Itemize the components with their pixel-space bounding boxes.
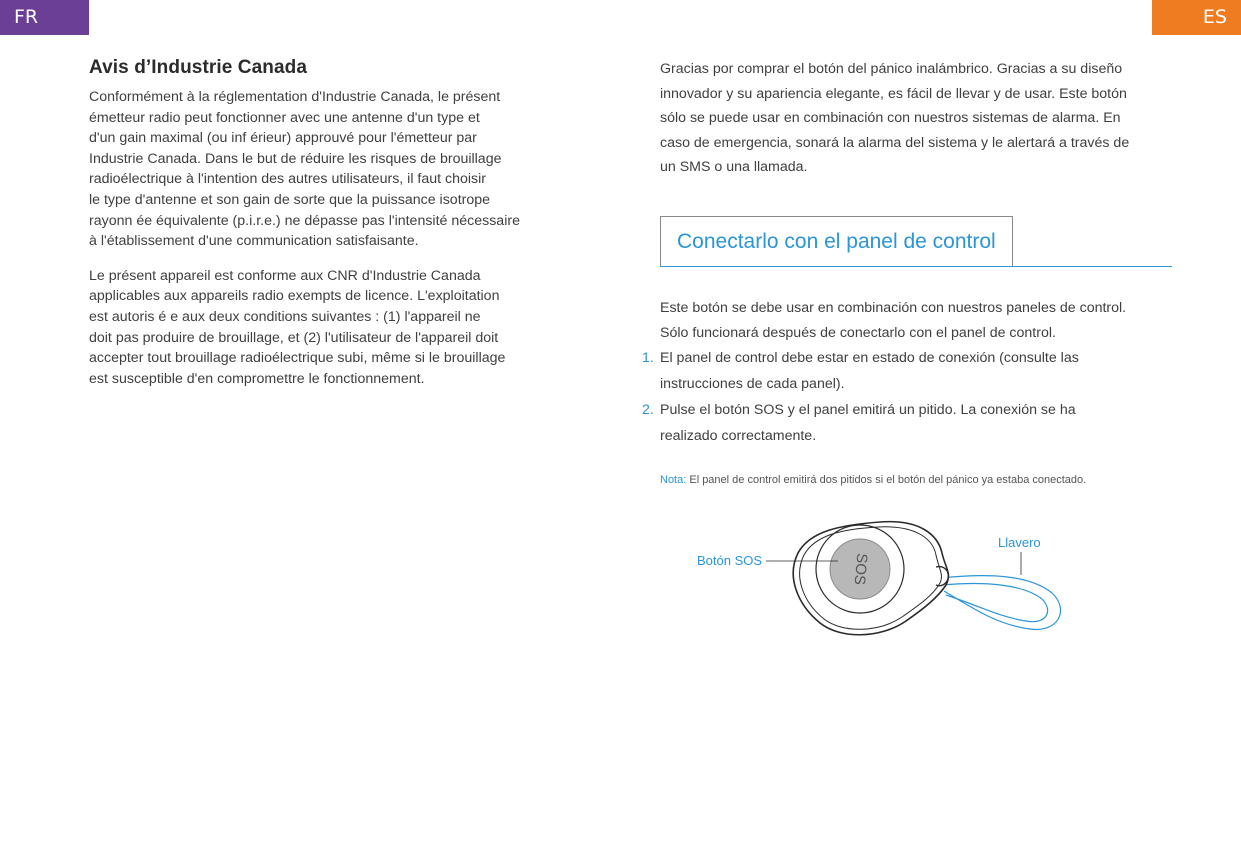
fr-p1-line: radioélectrique à l'intention des autres utilisateurs, il faut choisir (89, 171, 487, 188)
fr-p1-line: émetteur radio peut fonctionner avec une antenne d'un type et (89, 109, 480, 126)
step-item (640, 397, 1180, 449)
fr-p1-line: d'un gain maximal (ou inf érieur) approuvé pour l'émetteur par (89, 130, 477, 147)
steps-list (640, 345, 1180, 449)
fr-p1-line: rayonn ée équivalente (p.i.r.e.) ne dépasse pas l'intensité nécessaire (89, 212, 520, 229)
sos-button-label: Botón SOS (697, 553, 763, 568)
fr-p1-line: le type d'antenne et son gain de sorte que la puissance isotrope (89, 191, 491, 208)
section-title: Conectarlo con el panel de control (660, 216, 1013, 266)
es-usage-line: Sólo funcionará después de conectarlo con el panel de control. (660, 324, 1056, 341)
fr-p2-line: doit pas produire de brouillage, et (2) l'utilisateur de l'appareil doit (89, 329, 499, 346)
fr-paragraph-2 (89, 266, 569, 390)
language-tab-fr: FR (0, 0, 89, 35)
es-intro (660, 57, 1175, 180)
fr-paragraph-1 (89, 87, 569, 252)
step-line: instrucciones de cada panel). (660, 376, 845, 392)
fr-p1-line: Industrie Canada. Dans le but de réduire les risques de brouillage (89, 150, 502, 167)
fr-column (89, 57, 569, 403)
step-number: 2. (642, 402, 654, 418)
section-header (660, 216, 1172, 267)
panic-button-illustration (690, 515, 1080, 645)
fr-p2-line: est susceptible d'en compromettre le fonctionnement. (89, 370, 425, 387)
step-number: 1. (642, 350, 654, 366)
es-usage (660, 296, 1180, 345)
fr-p1-line: Conformément à la réglementation d'Industrie Canada, le présent (89, 89, 501, 105)
es-intro-line: caso de emergencia, sonará la alarma del sistema y le alertará a través de (660, 134, 1130, 151)
keychain-label: Llavero (998, 535, 1041, 550)
step-line: El panel de control debe estar en estado de conexión (consulte las (660, 350, 1079, 366)
es-usage-line: Este botón se debe usar en combinación con nuestros paneles de control. (660, 300, 1127, 316)
es-intro-paragraph (660, 57, 1175, 180)
fr-heading: Avis d’Industrie Canada (89, 57, 308, 78)
fr-p2-line: accepter tout brouillage radioélectrique subi, même si le brouillage (89, 350, 506, 367)
step-line: Pulse el botón SOS y el panel emitirá un pitido. La conexión se ha (660, 402, 1076, 418)
es-intro-line: un SMS o una llamada. (660, 159, 808, 175)
sos-button-text: SOS (850, 552, 871, 586)
es-intro-line: sólo se puede usar en combinación con nuestros sistemas de alarma. En (660, 110, 1121, 126)
es-intro-line: innovador y su apariencia elegante, es fácil de llevar y de usar. Este botón (660, 85, 1127, 102)
fr-p2-line: est autoris é e aux deux conditions suivantes : (1) l'appareil ne (89, 308, 481, 325)
fr-p1-line: à l'établissement d'une communication satisfaisante. (89, 233, 419, 250)
note (660, 474, 1086, 486)
keychain-strap-inner-icon (942, 584, 1048, 622)
step-item (640, 345, 1180, 397)
language-tab-es: ES (1152, 0, 1241, 35)
fr-p2-line: Le présent appareil est conforme aux CNR d'Industrie Canada (89, 267, 481, 284)
step-line: realizado correctamente. (660, 428, 817, 444)
note-label: Nota: (660, 474, 687, 486)
es-intro-line: Gracias por comprar el botón del pánico inalámbrico. Gracias a su diseño (660, 61, 1123, 77)
note-text: El panel de control emitirá dos pitidos si el botón del pánico ya estaba conectado. (686, 474, 1087, 486)
fr-p2-line: applicables aux appareils radio exempts de licence. L'exploitation (89, 288, 500, 305)
